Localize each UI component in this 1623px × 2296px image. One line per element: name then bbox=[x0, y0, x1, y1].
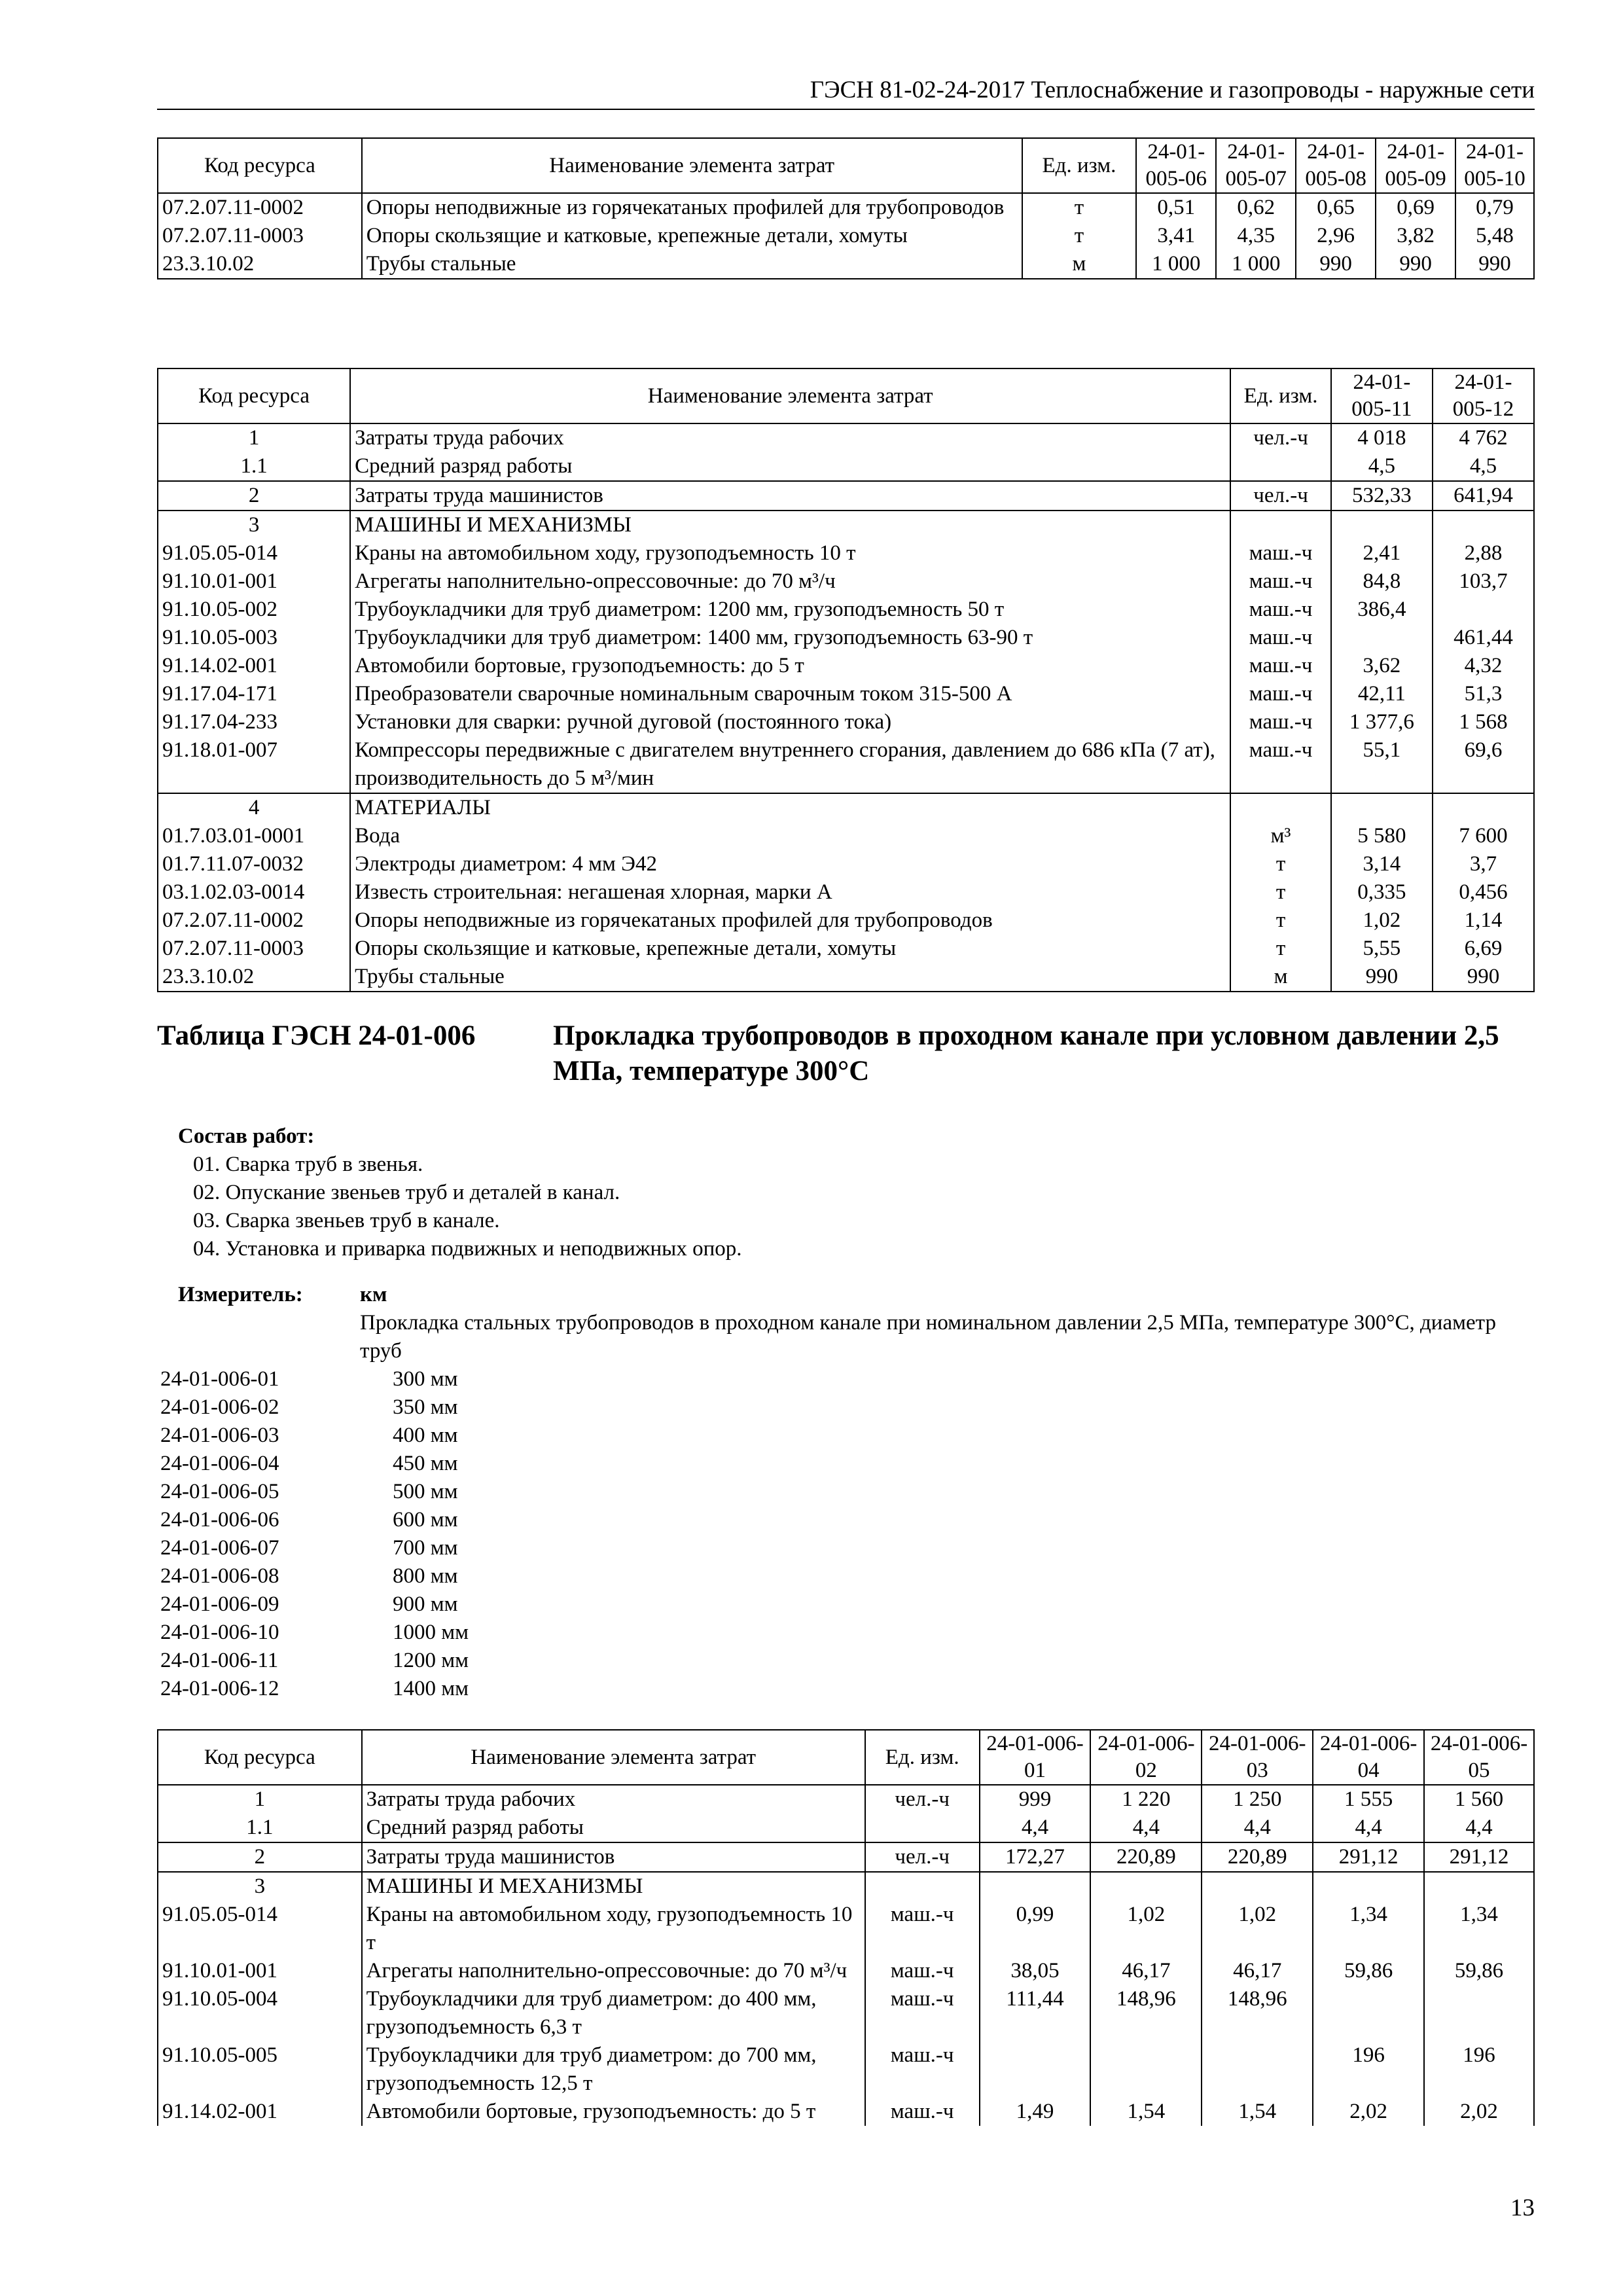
resource-value: 196 bbox=[1424, 2041, 1534, 2098]
resource-code: 91.14.02-001 bbox=[158, 652, 350, 680]
resource-value: 461,44 bbox=[1433, 624, 1534, 652]
resource-code: 91.10.05-002 bbox=[158, 596, 350, 624]
resource-value: 196 bbox=[1313, 2041, 1424, 2098]
table-row bbox=[158, 822, 1534, 850]
table-row bbox=[158, 1785, 1534, 1814]
list-item: 24-01-006-02 350 мм bbox=[160, 1395, 458, 1419]
resource-code: 91.14.02-001 bbox=[158, 2098, 362, 2126]
list-item: 24-01-006-06 600 мм bbox=[160, 1508, 458, 1532]
resource-value: 1,54 bbox=[1202, 2098, 1313, 2126]
table-row bbox=[158, 906, 1534, 935]
resource-value: 990 bbox=[1331, 963, 1433, 992]
resource-value: 2,96 bbox=[1296, 222, 1376, 250]
col-header-norm: 24-01-006-03 bbox=[1202, 1730, 1313, 1785]
resource-value: 1,34 bbox=[1313, 1901, 1424, 1957]
resource-unit: чел.-ч bbox=[1230, 481, 1331, 511]
resource-value: 1,02 bbox=[1090, 1901, 1202, 1957]
list-item: 24-01-006-01 300 мм bbox=[160, 1367, 458, 1391]
resource-code: 1.1 bbox=[158, 1814, 362, 1842]
list-item: 01. Сварка труб в звенья. bbox=[193, 1153, 423, 1176]
table-row bbox=[158, 680, 1534, 708]
resource-name: Электроды диаметром: 4 мм Э42 bbox=[350, 850, 1230, 878]
resource-value: 1 000 bbox=[1216, 250, 1296, 279]
resource-unit: маш.-ч bbox=[1230, 736, 1331, 793]
resource-name: Средний разряд работы bbox=[350, 452, 1230, 481]
resource-value: 990 bbox=[1455, 250, 1534, 279]
table-row bbox=[158, 708, 1534, 736]
resource-value: 55,1 bbox=[1331, 736, 1433, 793]
resource-value: 990 bbox=[1296, 250, 1376, 279]
resource-value: 0,62 bbox=[1216, 193, 1296, 222]
resource-code: 07.2.07.11-0003 bbox=[158, 935, 350, 963]
resource-value: 5,48 bbox=[1455, 222, 1534, 250]
resource-code: 91.10.05-005 bbox=[158, 2041, 362, 2098]
resource-name: Трубы стальные bbox=[362, 250, 1022, 279]
resource-name: Компрессоры передвижные с двигателем внутреннего сгорания, давлением до 686 кПа (7 ат), производительность до 5 м³/мин bbox=[350, 736, 1230, 793]
resource-value: 4,35 bbox=[1216, 222, 1296, 250]
col-header-norm: 24-01-005-07 bbox=[1216, 138, 1296, 193]
resource-value: 59,86 bbox=[1424, 1957, 1534, 1985]
resource-value: 3,82 bbox=[1376, 222, 1455, 250]
table-row bbox=[158, 1842, 1534, 1872]
resource-value: 1 377,6 bbox=[1331, 708, 1433, 736]
page-number: 13 bbox=[1510, 2195, 1535, 2221]
resource-code: 1 bbox=[158, 423, 350, 452]
list-item: 02. Опускание звеньев труб и деталей в канал. bbox=[193, 1181, 620, 1204]
resource-value: 3,14 bbox=[1331, 850, 1433, 878]
list-item: 24-01-006-11 1200 мм bbox=[160, 1649, 469, 1672]
resource-code: 2 bbox=[158, 481, 350, 511]
col-header-unit: Ед. изм. bbox=[865, 1730, 980, 1785]
resource-name: Агрегаты наполнительно-опрессовочные: до 70 м³/ч bbox=[362, 1957, 865, 1985]
resource-value: 2,88 bbox=[1433, 539, 1534, 567]
resource-value: 291,12 bbox=[1424, 1842, 1534, 1872]
resource-value: 220,89 bbox=[1202, 1842, 1313, 1872]
table-label: Таблица ГЭСН 24-01-006 bbox=[157, 1020, 476, 1051]
resource-value: 84,8 bbox=[1331, 567, 1433, 596]
table-row bbox=[158, 250, 1534, 279]
col-header-norm: 24-01-006-02 bbox=[1090, 1730, 1202, 1785]
resource-name: Затраты труда рабочих bbox=[350, 423, 1230, 452]
col-header-code: Код ресурса bbox=[158, 368, 350, 423]
section-code: 3 bbox=[158, 1872, 362, 1901]
resource-value: 386,4 bbox=[1331, 596, 1433, 624]
resource-value bbox=[1202, 2041, 1313, 2098]
table-row bbox=[158, 193, 1534, 222]
resource-value: 4,4 bbox=[980, 1814, 1091, 1842]
resource-name: Трубоукладчики для труб диаметром: 1400 мм, грузоподъемность 63-90 т bbox=[350, 624, 1230, 652]
col-header-norm: 24-01-006-01 bbox=[980, 1730, 1091, 1785]
resource-unit: маш.-ч bbox=[865, 1957, 980, 1985]
resource-value: 641,94 bbox=[1433, 481, 1534, 511]
resource-value: 1,34 bbox=[1424, 1901, 1534, 1957]
running-header: ГЭСН 81-02-24-2017 Теплоснабжение и газопроводы - наружные сети bbox=[157, 73, 1535, 110]
resource-value: 532,33 bbox=[1331, 481, 1433, 511]
resource-unit: маш.-ч bbox=[865, 1901, 980, 1957]
col-header-name: Наименование элемента затрат bbox=[362, 1730, 865, 1785]
resource-code: 03.1.02.03-0014 bbox=[158, 878, 350, 906]
resource-name: Преобразователи сварочные номинальным сварочным током 315-500 А bbox=[350, 680, 1230, 708]
resource-value: 1,02 bbox=[1331, 906, 1433, 935]
list-item: 24-01-006-07 700 мм bbox=[160, 1536, 458, 1560]
table-row bbox=[158, 1985, 1534, 2041]
list-item: 24-01-006-09 900 мм bbox=[160, 1592, 458, 1616]
resource-code: 1 bbox=[158, 1785, 362, 1814]
resource-unit: т bbox=[1022, 193, 1137, 222]
resource-unit bbox=[865, 1814, 980, 1842]
resource-value: 46,17 bbox=[1090, 1957, 1202, 1985]
col-header-norm: 24-01-005-12 bbox=[1433, 368, 1534, 423]
resource-unit: маш.-ч bbox=[1230, 652, 1331, 680]
resource-code: 01.7.03.01-0001 bbox=[158, 822, 350, 850]
resource-unit: чел.-ч bbox=[1230, 423, 1331, 452]
resource-value: 1 220 bbox=[1090, 1785, 1202, 1814]
table-row bbox=[158, 596, 1534, 624]
resource-value: 0,99 bbox=[980, 1901, 1091, 1957]
resource-value: 51,3 bbox=[1433, 680, 1534, 708]
resource-value: 0,51 bbox=[1136, 193, 1216, 222]
resource-value: 1 555 bbox=[1313, 1785, 1424, 1814]
table-row bbox=[158, 452, 1534, 481]
resource-code: 91.10.01-001 bbox=[158, 567, 350, 596]
resource-value: 3,41 bbox=[1136, 222, 1216, 250]
table-row bbox=[158, 624, 1534, 652]
resource-code: 1.1 bbox=[158, 452, 350, 481]
table-row bbox=[158, 481, 1534, 511]
resource-code: 91.05.05-014 bbox=[158, 1901, 362, 1957]
resource-value: 291,12 bbox=[1313, 1842, 1424, 1872]
list-item: 04. Установка и приварка подвижных и неподвижных опор. bbox=[193, 1237, 742, 1261]
resource-code: 91.10.01-001 bbox=[158, 1957, 362, 1985]
resource-value: 1 568 bbox=[1433, 708, 1534, 736]
table-row bbox=[158, 423, 1534, 452]
table-row bbox=[158, 793, 1534, 822]
resource-unit: чел.-ч bbox=[865, 1842, 980, 1872]
works-label: Состав работ: bbox=[178, 1124, 315, 1148]
resource-unit: маш.-ч bbox=[1230, 680, 1331, 708]
section-title: МАШИНЫ И МЕХАНИЗМЫ bbox=[350, 511, 1230, 539]
table-row bbox=[158, 878, 1534, 906]
list-item: 24-01-006-10 1000 мм bbox=[160, 1621, 469, 1644]
resource-value: 1 560 bbox=[1424, 1785, 1534, 1814]
resource-value: 38,05 bbox=[980, 1957, 1091, 1985]
resource-code: 91.17.04-171 bbox=[158, 680, 350, 708]
table-row bbox=[158, 1901, 1534, 1957]
resource-value: 1,02 bbox=[1202, 1901, 1313, 1957]
resource-value: 69,6 bbox=[1433, 736, 1534, 793]
norm-list bbox=[160, 1365, 749, 1703]
resource-value: 0,79 bbox=[1455, 193, 1534, 222]
col-header-unit: Ед. изм. bbox=[1022, 138, 1137, 193]
resource-name: Известь строительная: негашеная хлорная, марки А bbox=[350, 878, 1230, 906]
resource-name: Опоры неподвижные из горячекатаных профилей для трубопроводов bbox=[362, 193, 1022, 222]
resource-name: Трубоукладчики для труб диаметром: до 400 мм, грузоподъемность 6,3 т bbox=[362, 1985, 865, 2041]
col-header-code: Код ресурса bbox=[158, 138, 362, 193]
resource-value: 1,49 bbox=[980, 2098, 1091, 2126]
col-header-name: Наименование элемента затрат bbox=[362, 138, 1022, 193]
table-row bbox=[158, 935, 1534, 963]
resource-code: 91.10.05-003 bbox=[158, 624, 350, 652]
table-row bbox=[158, 736, 1534, 793]
resource-name: Затраты труда машинистов bbox=[362, 1842, 865, 1872]
meter-label: Измеритель: bbox=[178, 1283, 303, 1306]
resource-value: 999 bbox=[980, 1785, 1091, 1814]
resource-value: 148,96 bbox=[1202, 1985, 1313, 2041]
resource-value: 990 bbox=[1376, 250, 1455, 279]
table-row bbox=[158, 1957, 1534, 1985]
resource-name: Опоры скользящие и катковые, крепежные детали, хомуты bbox=[350, 935, 1230, 963]
resource-unit: м bbox=[1230, 963, 1331, 992]
list-item: 03. Сварка звеньев труб в канале. bbox=[193, 1209, 500, 1232]
resource-unit: м bbox=[1022, 250, 1137, 279]
resource-value: 4,32 bbox=[1433, 652, 1534, 680]
col-header-norm: 24-01-005-08 bbox=[1296, 138, 1376, 193]
resource-name: Автомобили бортовые, грузоподъемность: до 5 т bbox=[362, 2098, 865, 2126]
resource-unit: т bbox=[1230, 935, 1331, 963]
resource-table-005-06-10 bbox=[157, 137, 1535, 279]
resource-value: 5 580 bbox=[1331, 822, 1433, 850]
meter-description: Прокладка стальных трубопроводов в проходном канале при номинальном давлении 2,5 МПа, температуре 300°С, диаметр труб bbox=[360, 1311, 1496, 1363]
resource-name: Трубы стальные bbox=[350, 963, 1230, 992]
list-item: 24-01-006-12 1400 мм bbox=[160, 1677, 469, 1700]
resource-value bbox=[1424, 1985, 1534, 2041]
resource-unit bbox=[1230, 452, 1331, 481]
resource-name: Автомобили бортовые, грузоподъемность: до 5 т bbox=[350, 652, 1230, 680]
resource-value: 4 018 bbox=[1331, 423, 1433, 452]
col-header-name: Наименование элемента затрат bbox=[350, 368, 1230, 423]
col-header-norm: 24-01-005-11 bbox=[1331, 368, 1433, 423]
resource-value: 1,14 bbox=[1433, 906, 1534, 935]
resource-value: 2,41 bbox=[1331, 539, 1433, 567]
resource-value: 103,7 bbox=[1433, 567, 1534, 596]
resource-value: 4,4 bbox=[1202, 1814, 1313, 1842]
resource-name: Установки для сварки: ручной дуговой (постоянного тока) bbox=[350, 708, 1230, 736]
section-title: Прокладка трубопроводов в проходном канале при условном давлении 2,5 МПа, температуре 300°С bbox=[553, 1020, 1499, 1086]
resource-unit: т bbox=[1230, 906, 1331, 935]
resource-value bbox=[1433, 596, 1534, 624]
table-row bbox=[158, 1872, 1534, 1901]
resource-name: Затраты труда машинистов bbox=[350, 481, 1230, 511]
resource-value: 2,02 bbox=[1313, 2098, 1424, 2126]
resource-code: 2 bbox=[158, 1842, 362, 1872]
resource-code: 91.17.04-233 bbox=[158, 708, 350, 736]
resource-value: 0,456 bbox=[1433, 878, 1534, 906]
resource-name: Краны на автомобильном ходу, грузоподъемность 10 т bbox=[362, 1901, 865, 1957]
col-header-norm: 24-01-005-10 bbox=[1455, 138, 1534, 193]
resource-unit: маш.-ч bbox=[1230, 708, 1331, 736]
resource-name: Опоры неподвижные из горячекатаных профилей для трубопроводов bbox=[350, 906, 1230, 935]
resource-value: 172,27 bbox=[980, 1842, 1091, 1872]
list-item: 24-01-006-05 500 мм bbox=[160, 1480, 458, 1503]
resource-value: 4,5 bbox=[1331, 452, 1433, 481]
resource-code: 91.10.05-004 bbox=[158, 1985, 362, 2041]
list-item: 24-01-006-04 450 мм bbox=[160, 1452, 458, 1475]
resource-code: 23.3.10.02 bbox=[158, 963, 350, 992]
table-row bbox=[158, 511, 1534, 539]
resource-code: 23.3.10.02 bbox=[158, 250, 362, 279]
resource-value: 5,55 bbox=[1331, 935, 1433, 963]
resource-unit: маш.-ч bbox=[1230, 596, 1331, 624]
resource-table-006-01-05 bbox=[157, 1729, 1535, 2126]
col-header-norm: 24-01-006-04 bbox=[1313, 1730, 1424, 1785]
resource-code: 01.7.11.07-0032 bbox=[158, 850, 350, 878]
resource-code: 07.2.07.11-0003 bbox=[158, 222, 362, 250]
resource-value bbox=[1090, 2041, 1202, 2098]
resource-unit: маш.-ч bbox=[1230, 539, 1331, 567]
resource-value bbox=[980, 2041, 1091, 2098]
resource-value: 1 000 bbox=[1136, 250, 1216, 279]
resource-code: 91.18.01-007 bbox=[158, 736, 350, 793]
table-row bbox=[158, 652, 1534, 680]
section-title: МАТЕРИАЛЫ bbox=[350, 793, 1230, 822]
section-code: 3 bbox=[158, 511, 350, 539]
table-row bbox=[158, 2098, 1534, 2126]
resource-value: 0,65 bbox=[1296, 193, 1376, 222]
col-header-norm: 24-01-005-06 bbox=[1136, 138, 1216, 193]
resource-value: 0,335 bbox=[1331, 878, 1433, 906]
works-list bbox=[193, 1151, 1436, 1263]
resource-value: 2,02 bbox=[1424, 2098, 1534, 2126]
resource-value: 7 600 bbox=[1433, 822, 1534, 850]
resource-unit: т bbox=[1230, 850, 1331, 878]
resource-value: 46,17 bbox=[1202, 1957, 1313, 1985]
resource-unit: маш.-ч bbox=[1230, 624, 1331, 652]
resource-name: Трубоукладчики для труб диаметром: до 700 мм, грузоподъемность 12,5 т bbox=[362, 2041, 865, 2098]
table-row bbox=[158, 2041, 1534, 2098]
resource-unit: маш.-ч bbox=[865, 2098, 980, 2126]
resource-name: Агрегаты наполнительно-опрессовочные: до 70 м³/ч bbox=[350, 567, 1230, 596]
table-row bbox=[158, 222, 1534, 250]
resource-value: 220,89 bbox=[1090, 1842, 1202, 1872]
resource-name: Опоры скользящие и катковые, крепежные детали, хомуты bbox=[362, 222, 1022, 250]
col-header-norm: 24-01-005-09 bbox=[1376, 138, 1455, 193]
resource-value bbox=[1331, 624, 1433, 652]
resource-value: 4,4 bbox=[1313, 1814, 1424, 1842]
table-row bbox=[158, 963, 1534, 992]
resource-unit: м³ bbox=[1230, 822, 1331, 850]
table-row bbox=[158, 1814, 1534, 1842]
resource-unit: маш.-ч bbox=[1230, 567, 1331, 596]
resource-name: Затраты труда рабочих bbox=[362, 1785, 865, 1814]
resource-unit: т bbox=[1230, 878, 1331, 906]
resource-unit: т bbox=[1022, 222, 1137, 250]
resource-value: 3,62 bbox=[1331, 652, 1433, 680]
resource-name: Средний разряд работы bbox=[362, 1814, 865, 1842]
col-header-norm: 24-01-006-05 bbox=[1424, 1730, 1534, 1785]
resource-value: 4,4 bbox=[1424, 1814, 1534, 1842]
resource-value: 59,86 bbox=[1313, 1957, 1424, 1985]
table-row bbox=[158, 567, 1534, 596]
resource-value: 148,96 bbox=[1090, 1985, 1202, 2041]
col-header-unit: Ед. изм. bbox=[1230, 368, 1331, 423]
resource-name: Трубоукладчики для труб диаметром: 1200 мм, грузоподъемность 50 т bbox=[350, 596, 1230, 624]
resource-value: 6,69 bbox=[1433, 935, 1534, 963]
resource-value: 4,4 bbox=[1090, 1814, 1202, 1842]
resource-unit: чел.-ч bbox=[865, 1785, 980, 1814]
resource-value: 1,54 bbox=[1090, 2098, 1202, 2126]
meter-unit: км bbox=[360, 1283, 387, 1306]
resource-value: 4,5 bbox=[1433, 452, 1534, 481]
resource-unit: маш.-ч bbox=[865, 1985, 980, 2041]
resource-value bbox=[1313, 1985, 1424, 2041]
resource-code: 91.05.05-014 bbox=[158, 539, 350, 567]
section-title: МАШИНЫ И МЕХАНИЗМЫ bbox=[362, 1872, 865, 1901]
resource-value: 990 bbox=[1433, 963, 1534, 992]
list-item: 24-01-006-03 400 мм bbox=[160, 1424, 458, 1447]
resource-name: Вода bbox=[350, 822, 1230, 850]
resource-name: Краны на автомобильном ходу, грузоподъемность 10 т bbox=[350, 539, 1230, 567]
resource-unit: маш.-ч bbox=[865, 2041, 980, 2098]
list-item: 24-01-006-08 800 мм bbox=[160, 1564, 458, 1588]
section-code: 4 bbox=[158, 793, 350, 822]
resource-value: 1 250 bbox=[1202, 1785, 1313, 1814]
col-header-code: Код ресурса bbox=[158, 1730, 362, 1785]
resource-value: 111,44 bbox=[980, 1985, 1091, 2041]
resource-value: 0,69 bbox=[1376, 193, 1455, 222]
resource-value: 3,7 bbox=[1433, 850, 1534, 878]
resource-value: 42,11 bbox=[1331, 680, 1433, 708]
resource-code: 07.2.07.11-0002 bbox=[158, 193, 362, 222]
resource-value: 4 762 bbox=[1433, 423, 1534, 452]
resource-table-005-11-12 bbox=[157, 368, 1535, 992]
table-row bbox=[158, 539, 1534, 567]
table-row bbox=[158, 850, 1534, 878]
resource-code: 07.2.07.11-0002 bbox=[158, 906, 350, 935]
